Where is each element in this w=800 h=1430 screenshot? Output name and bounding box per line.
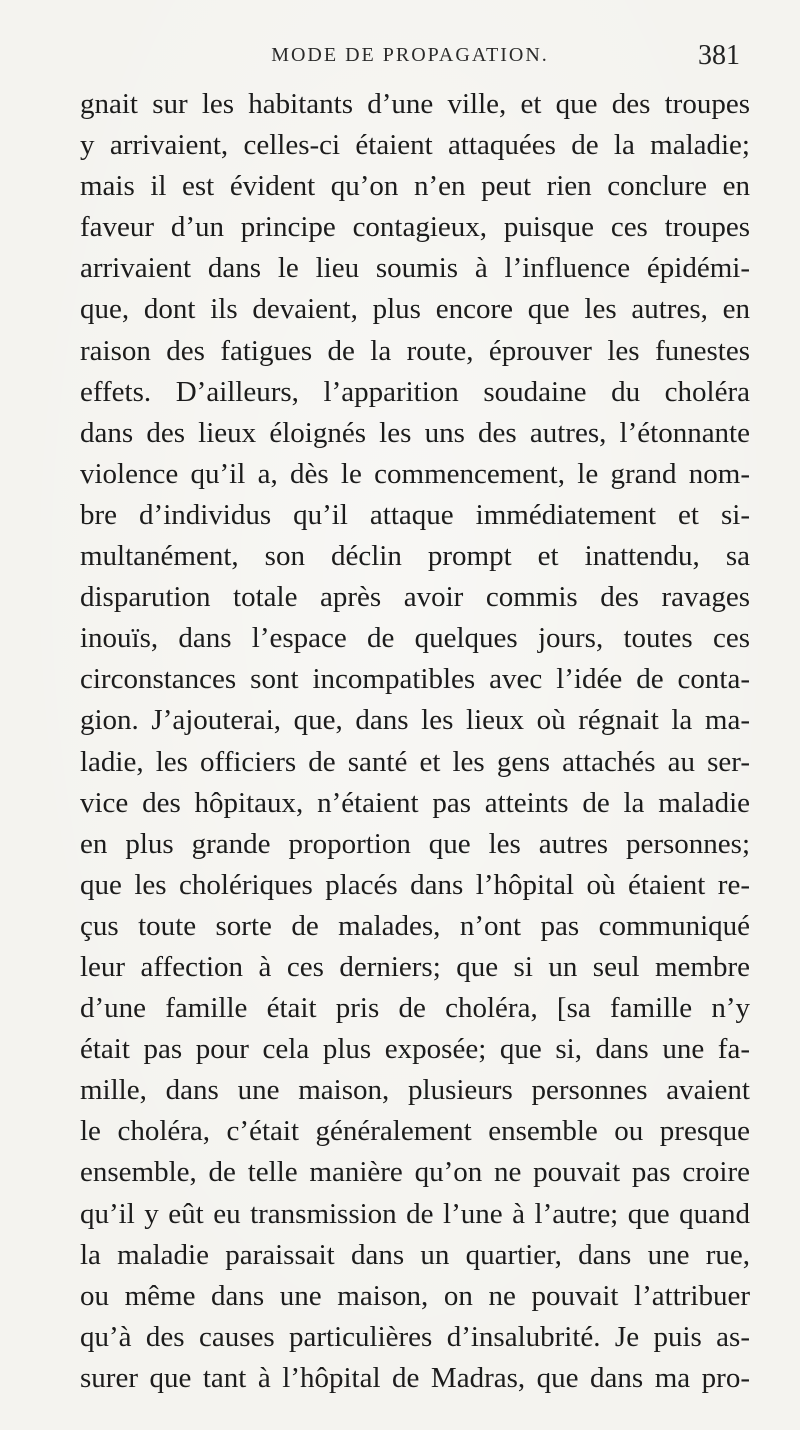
text-line: dans des lieux éloignés les uns des autres, l’étonnante <box>80 416 750 449</box>
text-line: mais il est évident qu’on n’en peut rien conclure en <box>80 170 750 203</box>
text-line: y arrivaient, celles-ci étaient attaquées de la maladie; <box>80 129 750 162</box>
text-line: était pas pour cela plus exposée; que si, dans une fa- <box>80 1033 750 1066</box>
page-header <box>80 40 740 74</box>
text-line: leur affection à ces derniers; que si un seul membre <box>80 950 750 983</box>
text-line: d’une famille était pris de choléra, [sa famille n’y <box>80 992 750 1025</box>
text-line: en plus grande proportion que les autres personnes; <box>80 827 750 860</box>
text-line: qu’il y eût eu transmission de l’une à l’autre; que quand <box>80 1197 750 1230</box>
text-line: gnait sur les habitants d’une ville, et que des troupes <box>80 88 750 120</box>
text-line: mille, dans une maison, plusieurs personnes avaient <box>80 1074 750 1107</box>
text-line: bre d’individus qu’il attaque immédiatement et si- <box>80 498 750 531</box>
text-line: inouïs, dans l’espace de quelques jours, toutes ces <box>80 622 750 655</box>
text-line: circonstances sont incompatibles avec l’idée de conta- <box>80 663 750 696</box>
text-line: çus toute sorte de malades, n’ont pas communiqué <box>80 909 750 942</box>
text-line: la maladie paraissait dans un quartier, dans une rue, <box>80 1238 750 1271</box>
text-line: arrivaient dans le lieu soumis à l’influence épidémi- <box>80 252 750 285</box>
text-line: que les cholériques placés dans l’hôpital où étaient re- <box>80 868 750 901</box>
text-line: effets. D’ailleurs, l’apparition soudaine du choléra <box>80 375 750 408</box>
text-line: ladie, les officiers de santé et les gens attachés au ser- <box>80 745 750 778</box>
body-text <box>80 84 750 1399</box>
text-line: faveur d’un principe contagieux, puisque ces troupes <box>80 211 750 244</box>
page-number: 381 <box>698 40 740 71</box>
text-line: violence qu’il a, dès le commencement, le grand nom- <box>80 457 750 490</box>
text-line: ou même dans une maison, on ne pouvait l’attribuer <box>80 1279 750 1312</box>
text-line: que, dont ils devaient, plus encore que les autres, en <box>80 293 750 326</box>
text-line: gion. J’ajouterai, que, dans les lieux où régnait la ma- <box>80 704 750 737</box>
text-line: qu’à des causes particulières d’insalubrité. Je puis as- <box>80 1320 750 1353</box>
text-line: disparution totale après avoir commis des ravages <box>80 581 750 614</box>
text-line: multanément, son déclin prompt et inattendu, sa <box>80 540 750 573</box>
text-line: ensemble, de telle manière qu’on ne pouvait pas croire <box>80 1156 750 1189</box>
text-line: surer que tant à l’hôpital de Madras, que dans ma pro- <box>80 1361 750 1394</box>
text-line: vice des hôpitaux, n’étaient pas atteints de la maladie <box>80 786 750 819</box>
text-line: raison des fatigues de la route, éprouver les funestes <box>80 334 750 367</box>
text-line: le choléra, c’était généralement ensemble ou presque <box>80 1115 750 1148</box>
running-head: MODE DE PROPAGATION. <box>271 44 549 66</box>
